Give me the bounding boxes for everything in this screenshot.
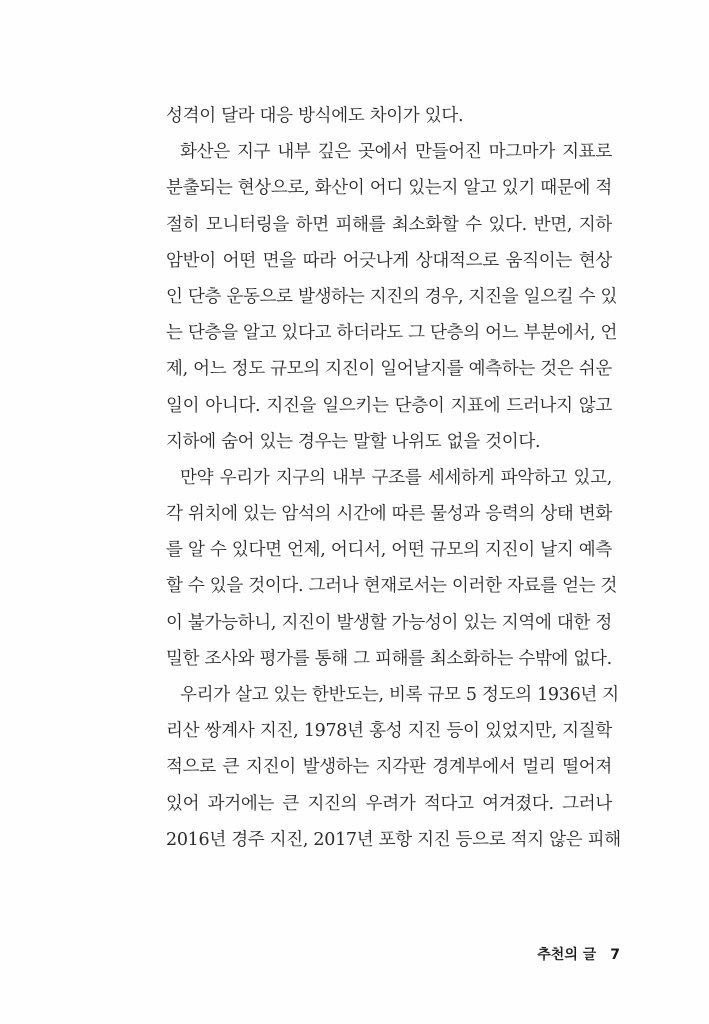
text-line: 암반이 어떤 면을 따라 어긋나게 상대적으로 움직이는 현상 xyxy=(166,250,612,271)
text-line: 지하에 숨어 있는 경우는 말할 나위도 없을 것이다. xyxy=(166,431,541,452)
text-line: 이 불가능하니, 지진이 발생할 가능성이 있는 지역에 대한 정 xyxy=(166,612,612,633)
text-line: 일이 아니다. 지진을 일으키는 단층이 지표에 드러나지 않고 xyxy=(166,395,612,416)
text-line: 할 수 있을 것이다. 그러나 현재로서는 이러한 자료를 얻는 것 xyxy=(166,576,618,597)
page-number: 7 xyxy=(610,947,620,963)
text-line: 각 위치에 있는 암석의 시간에 따른 물성과 응력의 상태 변화 xyxy=(166,504,612,525)
text-line: 있어 과거에는 큰 지진의 우려가 적다고 여겨졌다. 그러나 xyxy=(166,793,612,814)
text-line: 성격이 달라 대응 방식에도 차이가 있다. xyxy=(166,106,464,126)
text-line: 적으로 큰 지진이 발생하는 지각판 경계부에서 멀리 떨어져 xyxy=(166,757,612,778)
text-line: 를 알 수 있다면 언제, 어디서, 어떤 규모의 지진이 날지 예측 xyxy=(166,540,612,561)
text-line: 화산은 지구 내부 깊은 곳에서 만들어진 마그마가 지표로 xyxy=(180,142,612,163)
page-footer xyxy=(520,944,620,964)
text-line: 는 단층을 알고 있다고 하더라도 그 단층의 어느 부분에서, 언 xyxy=(166,323,618,344)
running-section-title: 추천의 글 xyxy=(537,947,597,963)
text-line: 분출되는 현상으로, 화산이 어디 있는지 알고 있기 때문에 적 xyxy=(166,178,612,199)
body-text xyxy=(166,98,621,858)
text-line: 절히 모니터링을 하면 피해를 최소화할 수 있다. 반면, 지하 xyxy=(166,214,612,235)
text-line: 만약 우리가 지구의 내부 구조를 세세하게 파악하고 있고, xyxy=(180,467,612,488)
text-line: 우리가 살고 있는 한반도는, 비록 규모 5 정도의 1936년 지 xyxy=(180,685,619,705)
text-line: 리산 쌍계사 지진, 1978년 홍성 지진 등이 있었지만, 지질학 xyxy=(166,721,612,742)
text-line: 2016년 경주 지진, 2017년 포항 지진 등으로 적지 않은 피해 xyxy=(166,829,621,850)
text-line: 인 단층 운동으로 발생하는 지진의 경우, 지진을 일으킬 수 있 xyxy=(166,286,618,307)
text-line: 제, 어느 정도 규모의 지진이 일어날지를 예측하는 것은 쉬운 xyxy=(166,359,612,380)
text-line: 밀한 조사와 평가를 통해 그 피해를 최소화하는 수밖에 없다. xyxy=(166,648,612,669)
